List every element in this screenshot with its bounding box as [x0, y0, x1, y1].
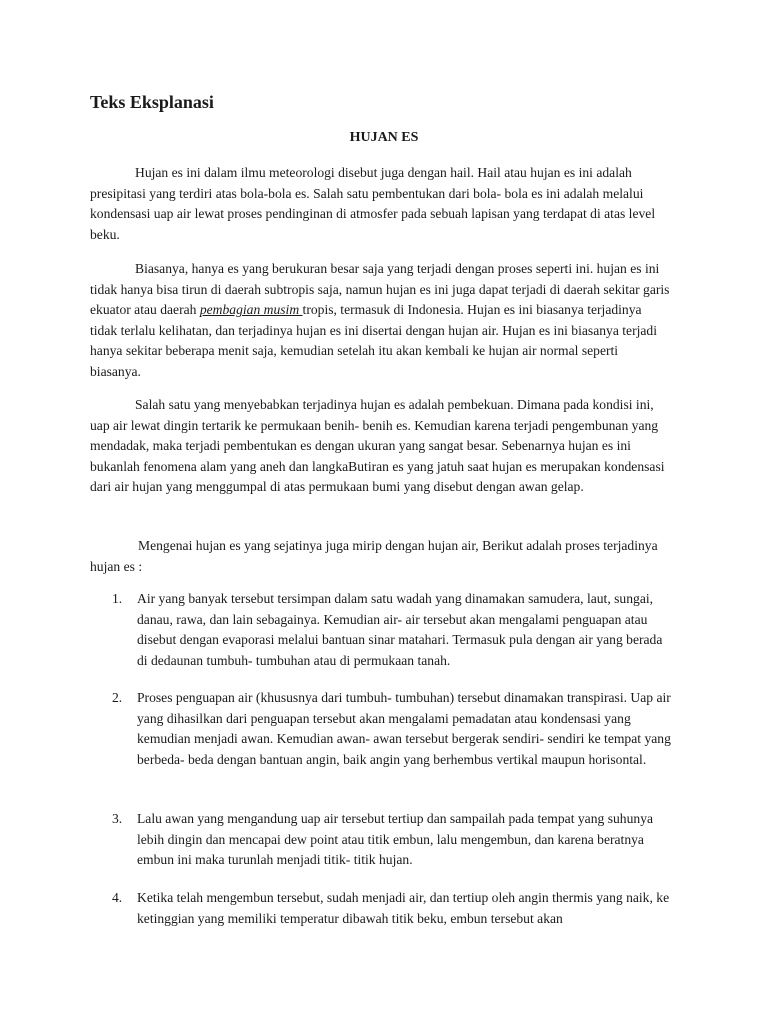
list-item — [112, 688, 672, 770]
paragraph-1 — [90, 163, 670, 245]
document-title: Teks Eksplanasi — [90, 92, 214, 112]
list-text: Ketika telah mengembun tersebut, sudah menjadi air, dan tertiup oleh angin thermis yang naik, ke ketinggian yang memiliki temperatur dibawah titik beku, embun tersebut akan — [137, 890, 670, 926]
list-text: Air yang banyak tersebut tersimpan dalam satu wadah yang dinamakan samudera, laut, sungai, danau, rawa, dan lain sebagainya. Kemudian air- air tersebut akan mengalami penguapan atau disebut dengan evaporasi melalui bantuan sinar matahari. Termasuk pula dengan air yang berada di dedaunan tumbuh- tumbuhan atau di permukaan tanah. — [137, 591, 663, 668]
paragraph-3-text: Salah satu yang menyebabkan terjadinya hujan es adalah pembekuan. Dimana pada kondisi ini, uap air lewat dingin tertarik ke permukaan benih- benih es. Kemudian karena terjadi pengembunan yang mendadak, maka terjadi pembentukan es dengan ukuran yang sangat besar. Sebenarnya hujan es ini bukanlah fenomena alam yang aneh dan langkaButiran es yang jatuh saat hujan es merupakan kondensasi dari air hujan yang menggumpal di atas permukaan bumi yang disebut dengan awan gelap. — [90, 397, 665, 495]
paragraph-2-text-b: tropis, termasuk di Indonesia. Hujan es ini biasanya terjadinya tidak terlalu kelihatan, dan terjadinya hujan es ini disertai dengan hujan air. Hujan es ini biasanya terjadi hanya sekitar beberapa menit saja, kemudian setelah itu akan kembali ke hujan air normal seperti biasanya. — [90, 302, 657, 379]
list-text: Lalu awan yang mengandung uap air tersebut tertiup dan sampailah pada tempat yang suhunya lebih dingin dan mencapai dew point atau titik embun, lalu mengembun, dan karena beratnya embun ini maka turunlah menjadi titik- titik hujan. — [137, 811, 654, 868]
paragraph-3 — [90, 395, 670, 498]
list-text: Proses penguapan air (khususnya dari tumbuh- tumbuhan) tersebut dinamakan transpirasi. Uap air yang dihasilkan dari penguapan tersebut akan mengalami pemadatan atau kondensasi yang kemudian menjadi awan. Kemudian awan- awan tersebut bergerak sendiri- sendiri ke tempat yang berbeda- beda dengan bantuan angin, baik angin yang berhembus vertikal maupun horisontal. — [137, 690, 671, 767]
section-title: HUJAN ES — [349, 130, 419, 145]
paragraph-1-text: Hujan es ini dalam ilmu meteorologi disebut juga dengan hail. Hail atau hujan es ini adalah presipitasi yang terdiri atas bola-bola es. Salah satu pembentukan dari bola- bola es ini adalah melalui kondensasi uap air lewat proses pendinginan di atmosfer pada sebuah lapisan yang terdapat di atas level beku. — [90, 165, 656, 242]
list-item — [112, 809, 672, 871]
list-number: 1. — [112, 591, 123, 606]
paragraph-4 — [90, 536, 670, 577]
list-number: 3. — [112, 811, 123, 826]
paragraph-4-text: Mengenai hujan es yang sejatinya juga mirip dengan hujan air, Berikut adalah proses terjadinya hujan es : — [90, 538, 658, 574]
list-item — [112, 589, 672, 671]
paragraph-2 — [90, 259, 670, 383]
pembagian-musim-link[interactable]: pembagian musim — [199, 302, 303, 318]
list-number: 4. — [112, 890, 123, 905]
list-number: 2. — [112, 690, 123, 705]
list-item — [112, 888, 672, 929]
paragraph-2-text-a: Biasanya, hanya es yang berukuran besar saja yang terjadi dengan proses seperti ini. hujan es ini tidak hanya bisa tirun di daerah subtropis saja, namun hujan es ini juga dapat terjadi di daerah sekitar garis ekuator atau daerah — [90, 261, 670, 318]
